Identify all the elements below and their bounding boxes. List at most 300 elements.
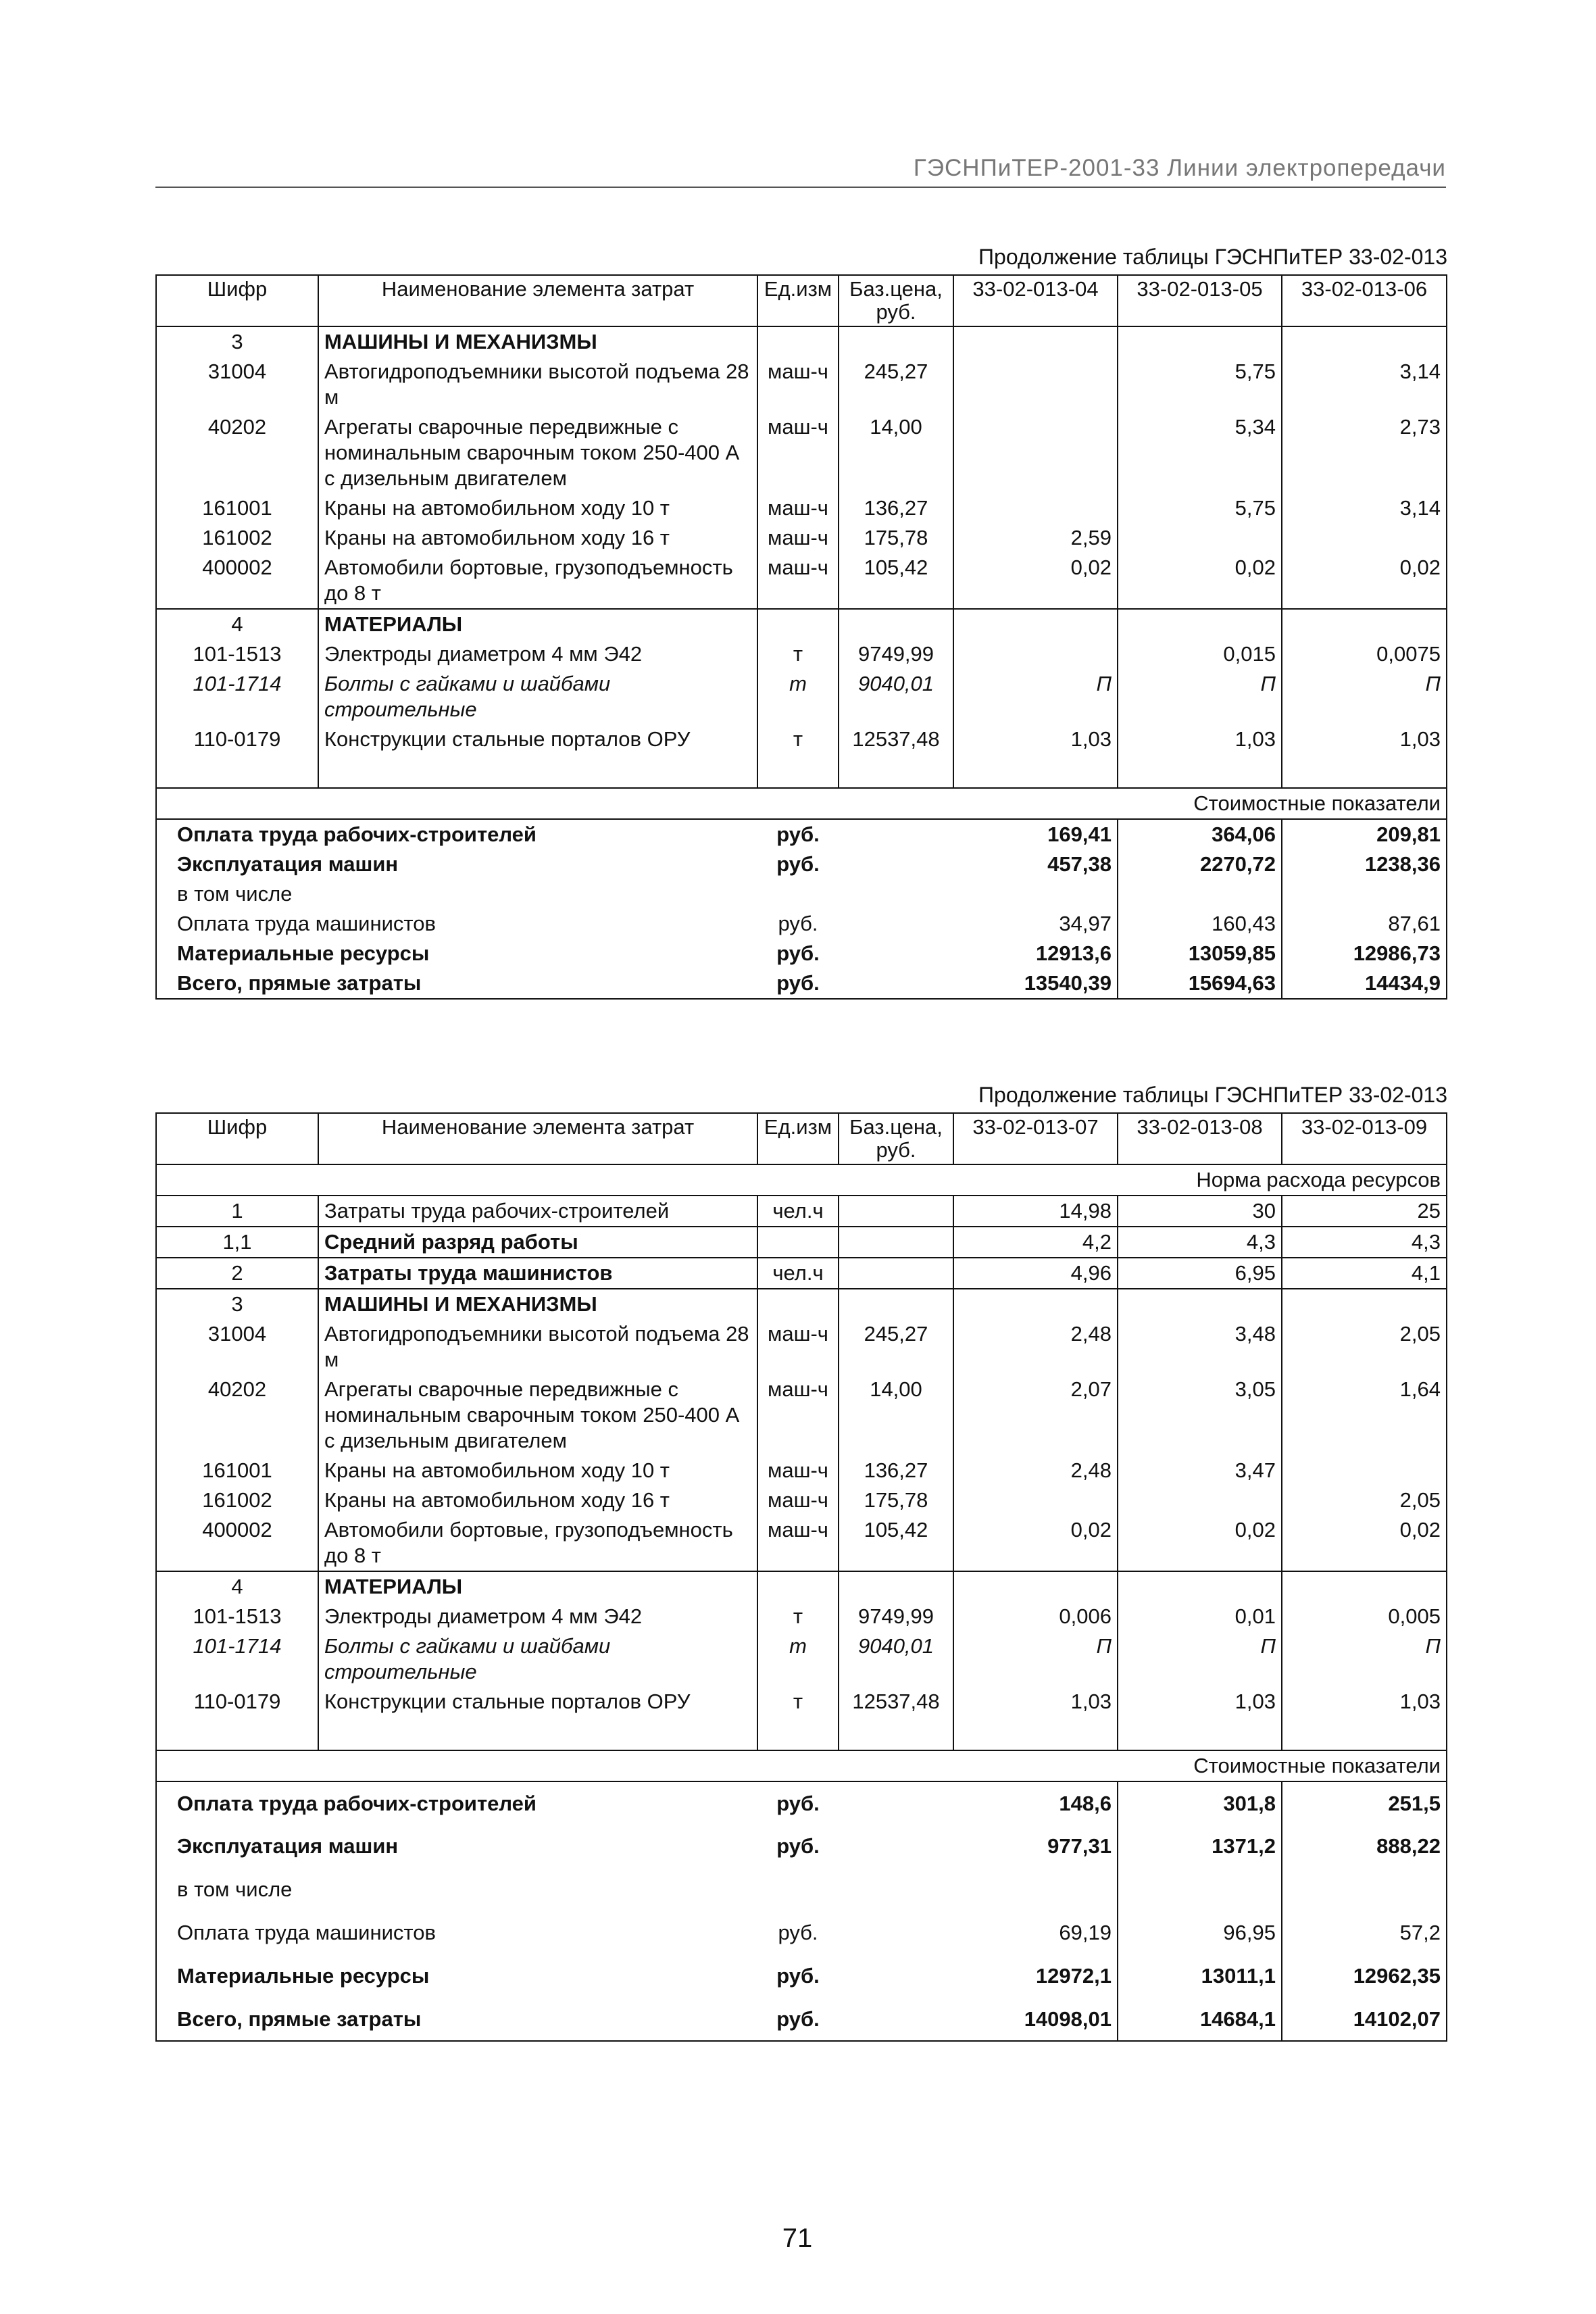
row-value-1: 14,98 (953, 1196, 1118, 1227)
summary-price-empty (839, 1781, 953, 1825)
summary-unit: руб. (757, 819, 839, 850)
summary-price-empty (839, 819, 953, 850)
header-col-2: 33-02-013-05 (1118, 275, 1282, 326)
row-name: МАШИНЫ И МЕХАНИЗМЫ (318, 1289, 757, 1319)
row-value-3: 25 (1282, 1196, 1447, 1227)
summary-price-empty (839, 968, 953, 999)
table-row (156, 724, 1447, 754)
row-value-1: 2,48 (953, 1319, 1118, 1375)
summary-value-2: 15694,63 (1118, 968, 1282, 999)
row-price: 105,42 (839, 553, 953, 609)
summary-price-empty (839, 1911, 953, 1954)
row-value-2: 3,05 (1118, 1375, 1282, 1456)
row-code: 1 (156, 1196, 318, 1227)
table-row (156, 1196, 1447, 1227)
row-unit: маш-ч (757, 1456, 839, 1485)
summary-value-2 (1118, 879, 1282, 909)
spacer-cell (757, 1717, 839, 1750)
row-value-3 (1282, 609, 1447, 639)
table-row (156, 1456, 1447, 1485)
row-price: 14,00 (839, 412, 953, 493)
summary-value-2: 96,95 (1118, 1911, 1282, 1954)
summary-row (156, 1954, 1447, 1998)
row-name: Средний разряд работы (318, 1227, 757, 1258)
summary-value-3: 12986,73 (1282, 939, 1447, 968)
row-value-3: 2,05 (1282, 1319, 1447, 1375)
row-code: 400002 (156, 553, 318, 609)
summary-value-3: 14434,9 (1282, 968, 1447, 999)
summary-row (156, 1825, 1447, 1868)
row-unit: маш-ч (757, 1515, 839, 1571)
row-value-2: 5,34 (1118, 412, 1282, 493)
row-value-1 (953, 639, 1118, 669)
header-unit: Ед.изм (757, 275, 839, 326)
row-price (839, 1258, 953, 1289)
row-value-1: 1,03 (953, 1687, 1118, 1717)
spacer-row (156, 754, 1447, 788)
summary-price-empty (839, 1954, 953, 1998)
row-code: 161001 (156, 493, 318, 523)
row-value-1 (953, 1571, 1118, 1602)
row-code: 40202 (156, 1375, 318, 1456)
row-unit: маш-ч (757, 523, 839, 553)
spacer-cell (156, 1717, 318, 1750)
row-value-1: 0,006 (953, 1602, 1118, 1631)
row-value-1: П (953, 669, 1118, 724)
table-row (156, 1375, 1447, 1456)
row-value-1: 4,2 (953, 1227, 1118, 1258)
row-value-2 (1118, 326, 1282, 357)
spacer-cell (1118, 1717, 1282, 1750)
summary-value-3: 209,81 (1282, 819, 1447, 850)
row-value-2: 3,47 (1118, 1456, 1282, 1485)
row-unit: маш-ч (757, 493, 839, 523)
row-code: 31004 (156, 1319, 318, 1375)
row-value-2: 0,015 (1118, 639, 1282, 669)
row-name: Электроды диаметром 4 мм Э42 (318, 1602, 757, 1631)
row-name: Затраты труда машинистов (318, 1258, 757, 1289)
row-price: 12537,48 (839, 1687, 953, 1717)
header-code: Шифр (156, 275, 318, 326)
summary-unit (757, 1868, 839, 1911)
row-unit: чел.ч (757, 1258, 839, 1289)
row-value-3: 0,005 (1282, 1602, 1447, 1631)
summary-value-2: 160,43 (1118, 909, 1282, 939)
summary-label: Оплата труда машинистов (156, 909, 757, 939)
row-name: Автомобили бортовые, грузоподъемность до 8 т (318, 1515, 757, 1571)
row-unit: маш-ч (757, 357, 839, 412)
spacer-cell (1282, 1717, 1447, 1750)
row-value-3: 3,14 (1282, 493, 1447, 523)
row-name: Конструкции стальные порталов ОРУ (318, 724, 757, 754)
table1-caption: Продолжение таблицы ГЭСНПиТЕР 33-02-013 (978, 245, 1447, 269)
row-value-3 (1282, 326, 1447, 357)
summary-value-1: 169,41 (953, 819, 1118, 850)
table-row (156, 639, 1447, 669)
summary-value-3: 888,22 (1282, 1825, 1447, 1868)
summary-value-1 (953, 1868, 1118, 1911)
summary-price-empty (839, 879, 953, 909)
table-row (156, 1687, 1447, 1717)
cost-band: Стоимостные показатели (156, 788, 1447, 819)
row-value-1 (953, 412, 1118, 493)
row-price: 105,42 (839, 1515, 953, 1571)
row-name: Агрегаты сварочные передвижные с номинальным сварочным током 250-400 А с дизельным двигателем (318, 1375, 757, 1456)
row-value-1 (953, 357, 1118, 412)
table-row (156, 1227, 1447, 1258)
summary-value-3: 12962,35 (1282, 1954, 1447, 1998)
table-row (156, 1602, 1447, 1631)
table2-caption: Продолжение таблицы ГЭСНПиТЕР 33-02-013 (978, 1083, 1447, 1107)
row-value-3: П (1282, 669, 1447, 724)
row-unit (757, 1289, 839, 1319)
row-code: 101-1513 (156, 1602, 318, 1631)
table2-header-row (156, 1113, 1447, 1164)
row-unit: т (757, 724, 839, 754)
row-value-1 (953, 493, 1118, 523)
spacer-cell (318, 1717, 757, 1750)
row-value-3: 1,64 (1282, 1375, 1447, 1456)
table-row (156, 669, 1447, 724)
row-value-3: 0,0075 (1282, 639, 1447, 669)
summary-row (156, 1868, 1447, 1911)
row-value-2: 1,03 (1118, 1687, 1282, 1717)
cost-band-row (156, 1750, 1447, 1781)
row-value-3: 4,1 (1282, 1258, 1447, 1289)
summary-label: Эксплуатация машин (156, 850, 757, 879)
row-name: Автомобили бортовые, грузоподъемность до 8 т (318, 553, 757, 609)
row-value-3: 0,02 (1282, 1515, 1447, 1571)
summary-value-3 (1282, 879, 1447, 909)
row-value-3 (1282, 1571, 1447, 1602)
row-unit: т (757, 669, 839, 724)
row-unit: т (757, 1687, 839, 1717)
row-value-2: 4,3 (1118, 1227, 1282, 1258)
header-price: Баз.цена, руб. (839, 1113, 953, 1164)
spacer-cell (953, 754, 1118, 788)
row-value-2: 6,95 (1118, 1258, 1282, 1289)
summary-unit: руб. (757, 1998, 839, 2041)
row-unit (757, 1227, 839, 1258)
summary-value-1: 12972,1 (953, 1954, 1118, 1998)
cost-band: Стоимостные показатели (156, 1750, 1447, 1781)
spacer-cell (1282, 754, 1447, 788)
row-price (839, 1227, 953, 1258)
summary-value-2: 2270,72 (1118, 850, 1282, 879)
table-row (156, 523, 1447, 553)
table1-header-row (156, 275, 1447, 326)
header-price: Баз.цена, руб. (839, 275, 953, 326)
row-value-1: 2,59 (953, 523, 1118, 553)
row-price (839, 609, 953, 639)
summary-value-3: 87,61 (1282, 909, 1447, 939)
table-row (156, 609, 1447, 639)
summary-row (156, 1998, 1447, 2041)
row-value-2: 30 (1118, 1196, 1282, 1227)
row-unit: маш-ч (757, 553, 839, 609)
row-value-3: П (1282, 1631, 1447, 1687)
norm-band: Норма расхода ресурсов (156, 1164, 1447, 1196)
header-col-1: 33-02-013-07 (953, 1113, 1118, 1164)
summary-value-2: 14684,1 (1118, 1998, 1282, 2041)
row-name: Агрегаты сварочные передвижные с номинальным сварочным током 250-400 А с дизельным двигателем (318, 412, 757, 493)
spacer-cell (318, 754, 757, 788)
summary-row (156, 879, 1447, 909)
row-value-3: 1,03 (1282, 1687, 1447, 1717)
summary-unit: руб. (776, 941, 820, 965)
row-value-3: 1,03 (1282, 724, 1447, 754)
summary-price-empty (839, 1825, 953, 1868)
row-price: 9040,01 (839, 1631, 953, 1687)
row-code: 31004 (156, 357, 318, 412)
summary-value-1: 148,6 (953, 1781, 1118, 1825)
row-value-2 (1118, 523, 1282, 553)
header-col-3: 33-02-013-09 (1282, 1113, 1447, 1164)
page-number: 71 (782, 2223, 813, 2253)
summary-row (156, 939, 1447, 968)
row-value-1: 0,02 (953, 1515, 1118, 1571)
row-value-3 (1282, 1289, 1447, 1319)
row-price: 175,78 (839, 1485, 953, 1515)
row-value-2: 0,02 (1118, 553, 1282, 609)
row-unit: маш-ч (757, 412, 839, 493)
row-price: 136,27 (839, 493, 953, 523)
row-value-2 (1118, 1485, 1282, 1515)
table-row (156, 412, 1447, 493)
row-code: 161001 (156, 1456, 318, 1485)
row-value-1 (953, 1485, 1118, 1515)
row-price: 245,27 (839, 357, 953, 412)
spacer-cell (757, 754, 839, 788)
spacer-row (156, 1717, 1447, 1750)
summary-label: Материальные ресурсы (156, 939, 757, 968)
summary-value-3: 14102,07 (1282, 1998, 1447, 2041)
spacer-cell (1118, 754, 1282, 788)
row-price (839, 1571, 953, 1602)
row-code: 101-1714 (156, 1631, 318, 1687)
row-value-1 (953, 609, 1118, 639)
summary-value-1: 457,38 (953, 850, 1118, 879)
row-unit: маш-ч (757, 1375, 839, 1456)
row-value-1: 1,03 (953, 724, 1118, 754)
summary-value-3: 251,5 (1282, 1781, 1447, 1825)
row-unit (757, 609, 839, 639)
row-name: Автогидроподъемники высотой подъема 28 м (318, 1319, 757, 1375)
row-name: МАТЕРИАЛЫ (318, 1571, 757, 1602)
row-code: 3 (156, 1289, 318, 1319)
summary-value-3: 57,2 (1282, 1911, 1447, 1954)
summary-label: Эксплуатация машин (156, 1825, 757, 1868)
row-code: 1,1 (156, 1227, 318, 1258)
row-value-2 (1118, 1289, 1282, 1319)
row-unit: маш-ч (757, 1319, 839, 1375)
row-value-1: 2,07 (953, 1375, 1118, 1456)
row-value-1: 2,48 (953, 1456, 1118, 1485)
row-name: Автогидроподъемники высотой подъема 28 м (318, 357, 757, 412)
row-value-2: 0,02 (1118, 1515, 1282, 1571)
summary-unit: руб. (776, 852, 820, 876)
header-name: Наименование элемента затрат (318, 275, 757, 326)
row-name: Болты с гайками и шайбами строительные (318, 669, 757, 724)
summary-value-1: 69,19 (953, 1911, 1118, 1954)
summary-unit: руб. (776, 1834, 820, 1858)
summary-unit: руб. (776, 1964, 820, 1988)
summary-row (156, 1781, 1447, 1825)
row-code: 101-1513 (156, 639, 318, 669)
summary-price-empty (839, 850, 953, 879)
row-value-2: П (1118, 1631, 1282, 1687)
row-code: 3 (156, 326, 318, 357)
row-value-3: 0,02 (1282, 553, 1447, 609)
row-price: 245,27 (839, 1319, 953, 1375)
row-name: Краны на автомобильном ходу 10 т (318, 1456, 757, 1485)
summary-value-2: 13059,85 (1118, 939, 1282, 968)
summary-value-3: 1238,36 (1282, 850, 1447, 879)
row-value-3 (1282, 523, 1447, 553)
table-row (156, 1289, 1447, 1319)
row-name: Болты с гайками и шайбами строительные (318, 1631, 757, 1687)
summary-value-1 (953, 879, 1118, 909)
spacer-cell (156, 754, 318, 788)
summary-value-2: 13011,1 (1118, 1954, 1282, 1998)
summary-label: в том числе (156, 879, 757, 909)
row-code: 110-0179 (156, 724, 318, 754)
summary-label: в том числе (156, 1868, 757, 1911)
summary-label: Материальные ресурсы (156, 1954, 757, 1998)
row-value-2: 1,03 (1118, 724, 1282, 754)
table-row (156, 1515, 1447, 1571)
running-header: ГЭСНПиТЕР-2001-33 Линии электропередачи (155, 153, 1446, 188)
summary-value-2 (1118, 1868, 1282, 1911)
table-row (156, 357, 1447, 412)
header-unit: Ед.изм (757, 1113, 839, 1164)
row-value-1 (953, 1289, 1118, 1319)
table-row (156, 1485, 1447, 1515)
table2 (155, 1112, 1447, 2042)
header-col-2: 33-02-013-08 (1118, 1113, 1282, 1164)
row-price: 12537,48 (839, 724, 953, 754)
table-row (156, 1631, 1447, 1687)
summary-label: Оплата труда рабочих-строителей (156, 819, 757, 850)
header-name: Наименование элемента затрат (318, 1113, 757, 1164)
row-name: Конструкции стальные порталов ОРУ (318, 1687, 757, 1717)
row-value-2: 5,75 (1118, 493, 1282, 523)
summary-price-empty (839, 909, 953, 939)
row-unit: маш-ч (757, 1485, 839, 1515)
row-code: 110-0179 (156, 1687, 318, 1717)
summary-label: Всего, прямые затраты (156, 1998, 757, 2041)
row-unit: т (757, 1602, 839, 1631)
row-value-2: 5,75 (1118, 357, 1282, 412)
row-code: 4 (156, 1571, 318, 1602)
row-value-3: 4,3 (1282, 1227, 1447, 1258)
row-code: 400002 (156, 1515, 318, 1571)
row-code: 101-1714 (156, 669, 318, 724)
table-row (156, 493, 1447, 523)
row-unit (757, 1571, 839, 1602)
summary-value-2: 1371,2 (1118, 1825, 1282, 1868)
row-value-3: 2,73 (1282, 412, 1447, 493)
row-name: Краны на автомобильном ходу 16 т (318, 1485, 757, 1515)
summary-value-2: 364,06 (1118, 819, 1282, 850)
table-row (156, 553, 1447, 609)
summary-row (156, 1911, 1447, 1954)
row-value-1: 4,96 (953, 1258, 1118, 1289)
summary-label: Всего, прямые затраты (156, 968, 757, 999)
summary-unit: руб. (778, 1921, 818, 1944)
row-price: 175,78 (839, 523, 953, 553)
norm-band-row (156, 1164, 1447, 1196)
row-price: 136,27 (839, 1456, 953, 1485)
row-price (839, 1196, 953, 1227)
row-value-1: П (953, 1631, 1118, 1687)
row-unit: чел.ч (757, 1196, 839, 1227)
row-value-1: 0,02 (953, 553, 1118, 609)
summary-unit: руб. (757, 1781, 839, 1825)
summary-value-1: 12913,6 (953, 939, 1118, 968)
row-code: 161002 (156, 1485, 318, 1515)
summary-row (156, 909, 1447, 939)
table-row (156, 326, 1447, 357)
summary-label: Оплата труда машинистов (156, 1911, 757, 1954)
table-row (156, 1571, 1447, 1602)
row-code: 161002 (156, 523, 318, 553)
row-name: МАШИНЫ И МЕХАНИЗМЫ (318, 326, 757, 357)
row-price (839, 1289, 953, 1319)
row-price: 9749,99 (839, 639, 953, 669)
row-unit (757, 326, 839, 357)
row-name: Краны на автомобильном ходу 16 т (318, 523, 757, 553)
row-value-2: 0,01 (1118, 1602, 1282, 1631)
row-price (839, 326, 953, 357)
summary-value-1: 977,31 (953, 1825, 1118, 1868)
row-name: Краны на автомобильном ходу 10 т (318, 493, 757, 523)
table1 (155, 274, 1447, 1000)
summary-value-3 (1282, 1868, 1447, 1911)
row-name: Затраты труда рабочих-строителей (318, 1196, 757, 1227)
summary-value-1: 34,97 (953, 909, 1118, 939)
summary-unit: руб. (757, 968, 839, 999)
table-row (156, 1258, 1447, 1289)
row-name: Электроды диаметром 4 мм Э42 (318, 639, 757, 669)
row-value-3: 2,05 (1282, 1485, 1447, 1515)
spacer-cell (839, 1717, 953, 1750)
row-code: 4 (156, 609, 318, 639)
summary-unit (757, 879, 839, 909)
header-code: Шифр (156, 1113, 318, 1164)
summary-value-1: 14098,01 (953, 1998, 1118, 2041)
header-col-1: 33-02-013-04 (953, 275, 1118, 326)
row-value-2 (1118, 1571, 1282, 1602)
row-value-3 (1282, 1456, 1447, 1485)
row-value-2: П (1118, 669, 1282, 724)
summary-value-1: 13540,39 (953, 968, 1118, 999)
header-col-3: 33-02-013-06 (1282, 275, 1447, 326)
row-unit: т (757, 639, 839, 669)
row-price: 9040,01 (839, 669, 953, 724)
summary-row (156, 819, 1447, 850)
summary-row (156, 850, 1447, 879)
spacer-cell (839, 754, 953, 788)
summary-price-empty (839, 1868, 953, 1911)
row-code: 2 (156, 1258, 318, 1289)
summary-price-empty (839, 1998, 953, 2041)
row-value-2: 3,48 (1118, 1319, 1282, 1375)
summary-price-empty (839, 939, 953, 968)
summary-row (156, 968, 1447, 999)
row-unit: т (757, 1631, 839, 1687)
row-code: 40202 (156, 412, 318, 493)
